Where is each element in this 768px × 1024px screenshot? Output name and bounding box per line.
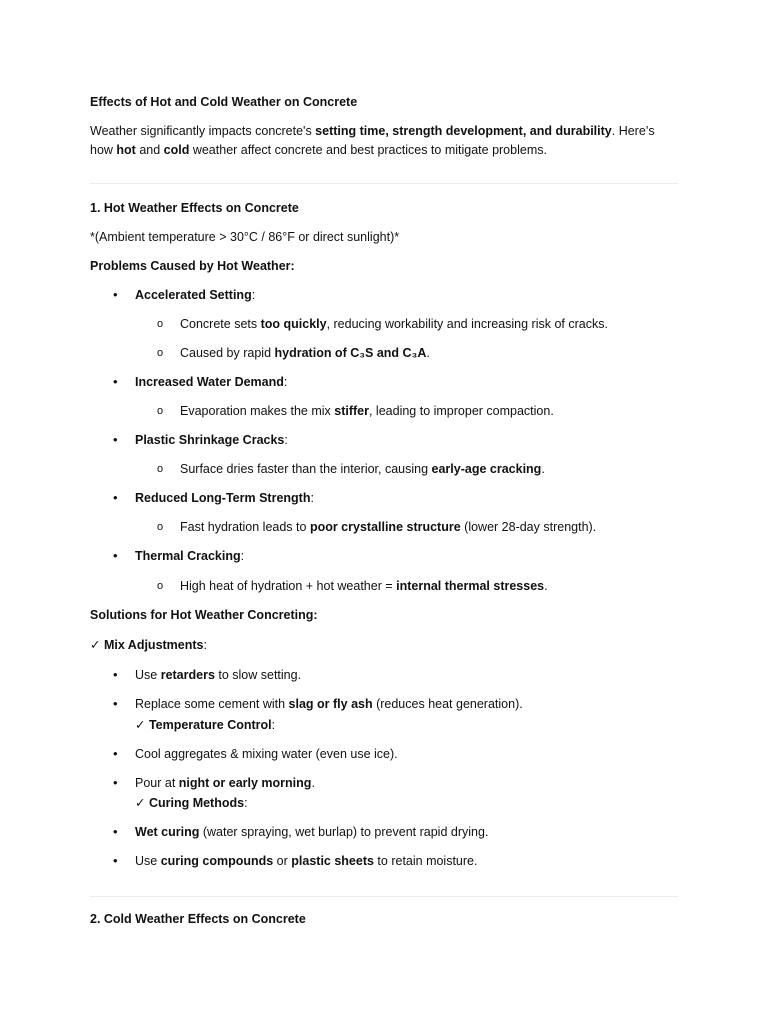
list-item-cool-aggregates: Cool aggregates & mixing water (even use ice). [135,747,398,761]
bullet-marker: • [113,432,118,447]
problems-heading: Problems Caused by Hot Weather: [90,259,295,273]
solutions-heading: Solutions for Hot Weather Concreting: [90,608,318,622]
sub-item: Evaporation makes the mix stiffer, leading to improper compaction. [180,404,554,418]
bullet-marker: • [113,696,118,711]
bullet-marker: • [113,548,118,563]
mix-adjustments-label: ✓ Mix Adjustments: [90,638,207,652]
temperature-control-label: ✓ Temperature Control: [135,718,276,732]
list-item-replace-cement: Replace some cement with slag or fly ash (reduces heat generation). [135,697,523,711]
bullet-marker: • [113,853,118,868]
sub-bullet-marker: o [157,347,164,359]
hot-weather-heading: 1. Hot Weather Effects on Concrete [90,201,299,215]
bullet-marker: • [113,775,118,790]
sub-bullet-marker: o [157,463,164,475]
list-item-curing-compounds: Use curing compounds or plastic sheets to retain moisture. [135,854,478,868]
sub-item: Surface dries faster than the interior, causing early-age cracking. [180,462,545,476]
document-title: Effects of Hot and Cold Weather on Concrete [90,95,358,109]
list-item-thermal-cracking: Thermal Cracking: [135,549,245,563]
intro-paragraph-line-1: Weather significantly impacts concrete's setting time, strength development, and durability. Here’s [90,124,655,138]
bullet-marker: • [113,374,118,389]
curing-methods-label: ✓ Curing Methods: [135,796,248,810]
list-item-accelerated-setting: Accelerated Setting: [135,288,256,302]
section-divider [90,183,678,184]
sub-bullet-marker: o [157,580,164,592]
bullet-marker: • [113,746,118,761]
list-item-reduced-strength: Reduced Long-Term Strength: [135,491,314,505]
sub-item: Caused by rapid hydration of C₃S and C₃A. [180,346,430,360]
bullet-marker: • [113,824,118,839]
sub-bullet-marker: o [157,318,164,330]
list-item-water-demand: Increased Water Demand: [135,375,288,389]
sub-bullet-marker: o [157,405,164,417]
intro-paragraph-line-2: how hot and cold weather affect concrete and best practices to mitigate problems. [90,143,547,157]
bullet-marker: • [113,287,118,302]
list-item-retarders: Use retarders to slow setting. [135,668,302,682]
sub-item: Fast hydration leads to poor crystalline structure (lower 28-day strength). [180,520,597,534]
cold-weather-heading: 2. Cold Weather Effects on Concrete [90,912,306,926]
sub-bullet-marker: o [157,521,164,533]
list-item-plastic-shrinkage: Plastic Shrinkage Cracks: [135,433,288,447]
bullet-marker: • [113,667,118,682]
sub-item: High heat of hydration + hot weather = internal thermal stresses. [180,579,548,593]
section-divider [90,896,678,897]
list-item-wet-curing: Wet curing (water spraying, wet burlap) to prevent rapid drying. [135,825,489,839]
bullet-marker: • [113,490,118,505]
sub-item: Concrete sets too quickly, reducing workability and increasing risk of cracks. [180,317,608,331]
ambient-temperature-note: *(Ambient temperature > 30°C / 86°F or direct sunlight)* [90,230,400,244]
list-item-pour-time: Pour at night or early morning. [135,776,315,790]
